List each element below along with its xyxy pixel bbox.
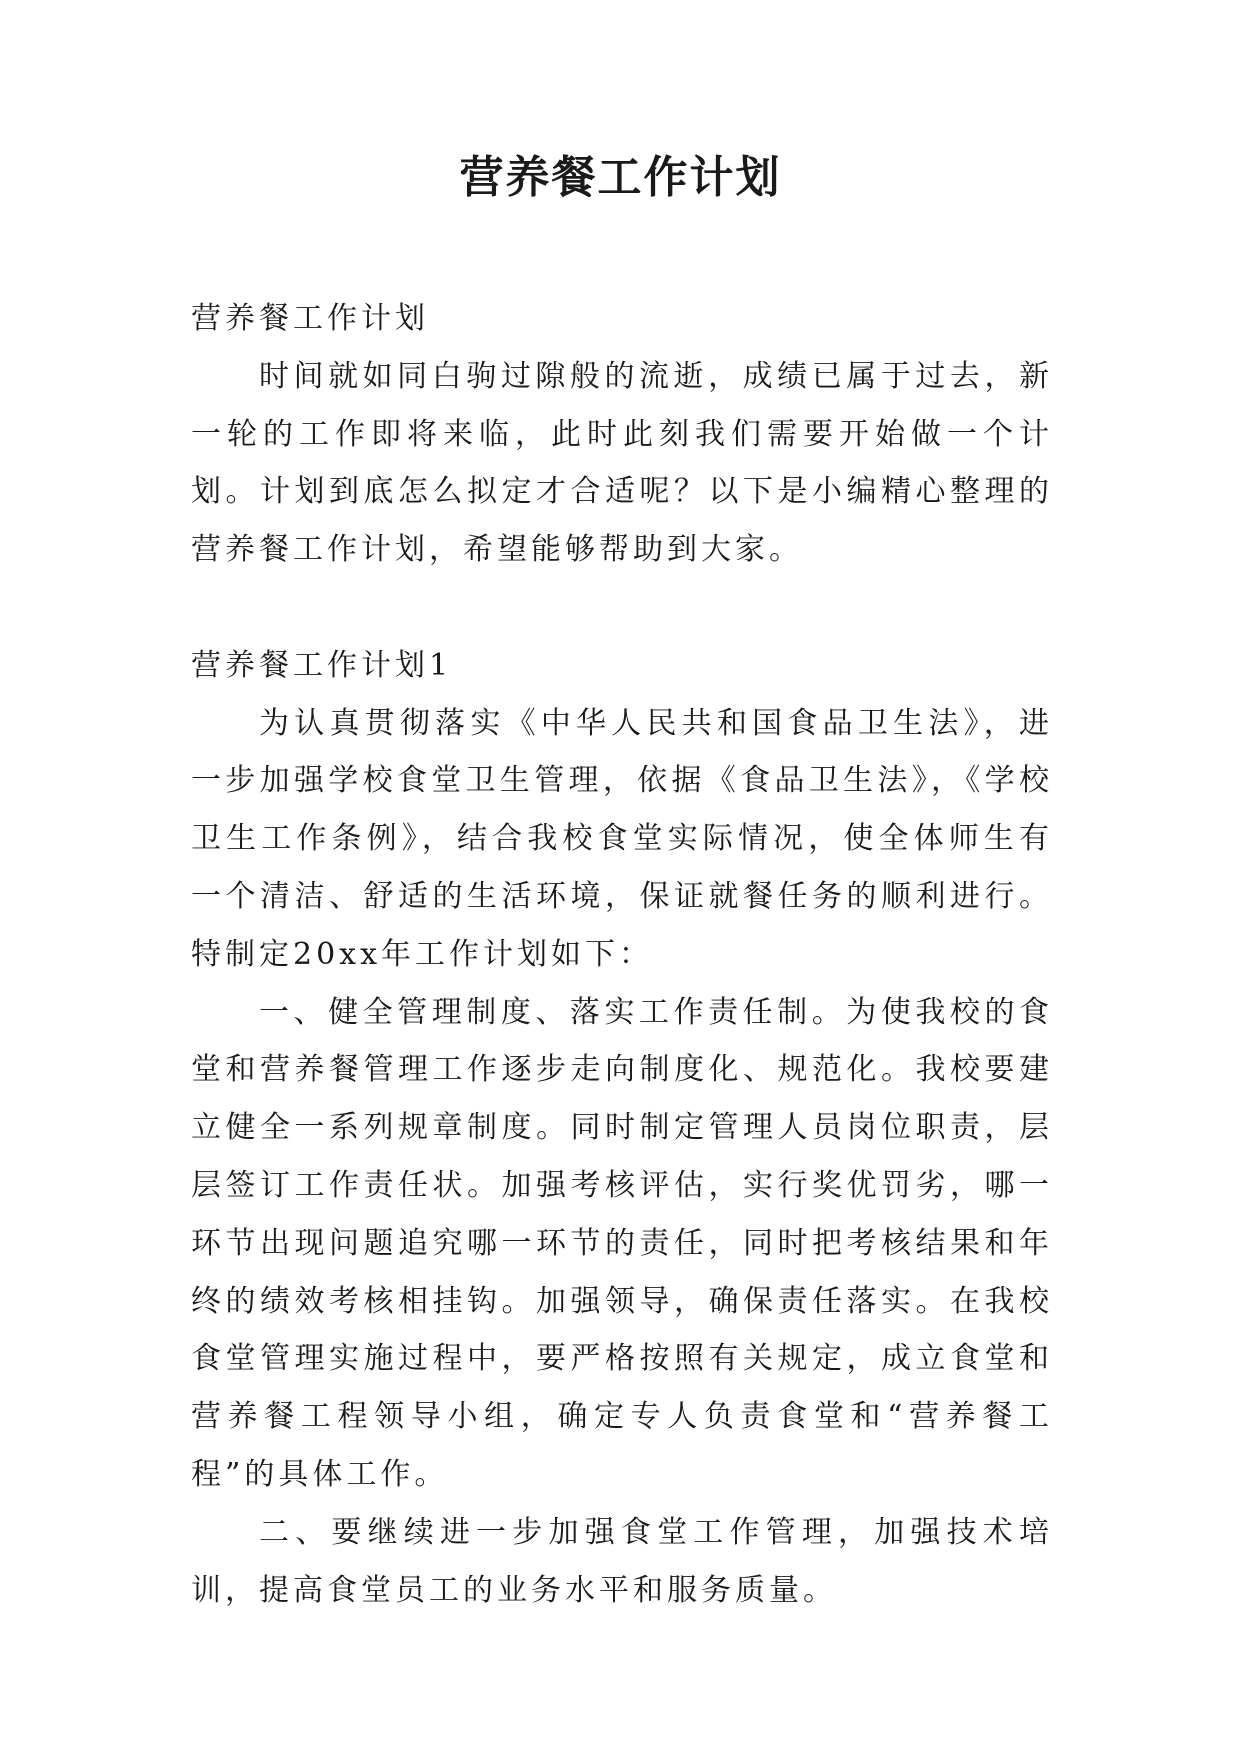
document-title: 营养餐工作计划: [459, 152, 782, 203]
body-paragraph-3: 二、要继续进一步加强食堂工作管理，加强技术培训，提高食堂员工的业务水平和服务质量。: [191, 1514, 1053, 1608]
body-paragraph-1: 为认真贯彻落实《中华人民共和国食品卫生法》，进一步加强学校食堂卫生管理，依据《食品卫生法》，《学校卫生工作条例》，结合我校食堂实际情况，使全体师生有一个清洁、舒适的生活环境，保证就餐任务的顺利进行。特制定20xx年工作计划如下：: [191, 705, 1053, 972]
section-heading: 营养餐工作计划1: [191, 647, 453, 683]
intro-paragraph: 时间就如同白驹过隙般的流逝，成绩已属于过去，新一轮的工作即将来临，此时此刻我们需要开始做一个计划。计划到底怎么拟定才合适呢？以下是小编精心整理的营养餐工作计划，希望能够帮助到大家。: [191, 358, 1053, 568]
document-body: [191, 290, 1053, 1619]
paragraph-spacer: [191, 579, 1053, 637]
document-subtitle: 营养餐工作计划: [191, 301, 429, 336]
body-paragraph-2: 一、健全管理制度、落实工作责任制。为使我校的食堂和营养餐管理工作逐步走向制度化、规范化。我校要建立健全一系列规章制度。同时制定管理人员岗位职责，层层签订工作责任状。加强考核评估，实行奖优罚劣，哪一环节出现问题追究哪一环节的责任，同时把考核结果和年终的绩效考核相挂钩。加强领导，确保责任落实。在我校食堂管理实施过程中，要严格按照有关规定，成立食堂和营养餐工程领导小组，确定专人负责食堂和“营养餐工程”的具体工作。: [191, 994, 1053, 1492]
